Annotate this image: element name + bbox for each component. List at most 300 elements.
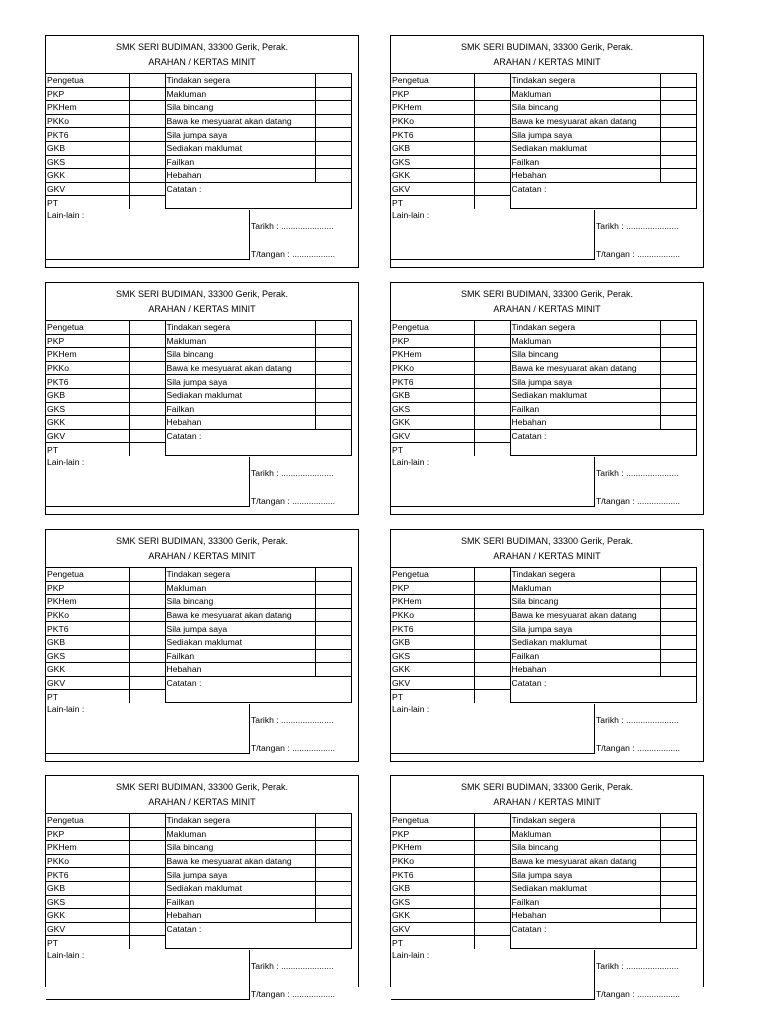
table-row (391, 814, 696, 828)
action-checkbox[interactable] (660, 635, 696, 649)
action-label: Failkan (510, 649, 660, 663)
routing-table (46, 320, 352, 456)
recipient-code: GKV (46, 429, 129, 443)
recipient-checkbox[interactable] (129, 101, 165, 115)
recipient-checkbox[interactable] (474, 114, 510, 128)
action-checkbox[interactable] (660, 868, 696, 882)
action-checkbox[interactable] (660, 649, 696, 663)
recipient-checkbox[interactable] (129, 375, 165, 389)
routing-table (391, 813, 697, 949)
recipient-checkbox[interactable] (129, 443, 165, 456)
action-checkbox[interactable] (660, 595, 696, 609)
recipient-code: PKHem (391, 348, 474, 362)
recipient-checkbox[interactable] (474, 443, 510, 456)
recipient-code: PKKo (46, 854, 129, 868)
signature-field[interactable]: T/tangan : .................. (596, 989, 681, 999)
table-row (46, 114, 351, 128)
recipient-checkbox[interactable] (474, 690, 510, 703)
recipient-checkbox[interactable] (474, 101, 510, 115)
table-row (46, 854, 351, 868)
recipient-checkbox[interactable] (129, 649, 165, 663)
recipient-checkbox[interactable] (474, 74, 510, 88)
recipient-code: PT (391, 936, 474, 949)
action-label: Tindakan segera (165, 74, 315, 88)
recipient-checkbox[interactable] (129, 922, 165, 936)
table-row (391, 141, 696, 155)
table-row (391, 375, 696, 389)
action-checkbox[interactable] (660, 402, 696, 416)
table-row (391, 182, 696, 196)
signature-field[interactable]: T/tangan : .................. (251, 989, 336, 999)
action-label: Failkan (165, 155, 315, 169)
recipient-checkbox[interactable] (474, 854, 510, 868)
recipient-code: PKKo (391, 608, 474, 622)
form-title: ARAHAN / KERTAS MINIT (493, 797, 601, 807)
catatan-box[interactable]: Catatan : (165, 922, 351, 949)
action-checkbox[interactable] (315, 388, 351, 402)
lain-lain-box[interactable] (391, 457, 595, 507)
routing-table (46, 73, 352, 209)
action-checkbox[interactable] (315, 348, 351, 362)
action-label: Tindakan segera (510, 568, 660, 582)
recipient-checkbox[interactable] (474, 841, 510, 855)
recipient-code: PKP (391, 87, 474, 101)
recipient-code: GKK (46, 909, 129, 923)
tarikh-field[interactable]: Tarikh : ...................... (251, 221, 334, 231)
action-label: Sediakan maklumat (165, 388, 315, 402)
lain-lain-box[interactable] (391, 704, 595, 754)
recipient-checkbox[interactable] (129, 676, 165, 690)
action-checkbox[interactable] (660, 348, 696, 362)
recipient-code: GKK (46, 663, 129, 677)
recipient-checkbox[interactable] (129, 321, 165, 335)
action-label: Hebahan (510, 416, 660, 430)
signature-field[interactable]: T/tangan : .................. (596, 249, 681, 259)
recipient-checkbox[interactable] (474, 595, 510, 609)
recipient-code: PKKo (391, 854, 474, 868)
action-checkbox[interactable] (315, 169, 351, 183)
table-row (391, 334, 696, 348)
minute-card (390, 529, 704, 762)
recipient-checkbox[interactable] (474, 868, 510, 882)
action-checkbox[interactable] (660, 101, 696, 115)
recipient-checkbox[interactable] (129, 895, 165, 909)
action-checkbox[interactable] (315, 868, 351, 882)
recipient-code: PKP (46, 87, 129, 101)
catatan-box[interactable]: Catatan : (165, 429, 351, 456)
form-title: ARAHAN / KERTAS MINIT (148, 797, 256, 807)
signature-field[interactable]: T/tangan : .................. (251, 496, 336, 506)
recipient-code: Pengetua (46, 321, 129, 335)
recipient-checkbox[interactable] (129, 568, 165, 582)
action-checkbox[interactable] (660, 841, 696, 855)
recipient-code: GKS (391, 402, 474, 416)
table-row (391, 348, 696, 362)
recipient-checkbox[interactable] (474, 361, 510, 375)
table-row (391, 74, 696, 88)
recipient-checkbox[interactable] (474, 622, 510, 636)
action-checkbox[interactable] (660, 881, 696, 895)
recipient-checkbox[interactable] (129, 182, 165, 196)
recipient-code: GKB (46, 881, 129, 895)
recipient-checkbox[interactable] (474, 416, 510, 430)
recipient-code: Pengetua (391, 814, 474, 828)
action-checkbox[interactable] (315, 114, 351, 128)
recipient-checkbox[interactable] (129, 74, 165, 88)
recipient-checkbox[interactable] (129, 909, 165, 923)
lain-lain-box[interactable] (46, 704, 250, 754)
table-row (46, 402, 351, 416)
recipient-checkbox[interactable] (474, 827, 510, 841)
recipient-checkbox[interactable] (129, 936, 165, 949)
action-checkbox[interactable] (660, 155, 696, 169)
recipient-checkbox[interactable] (129, 169, 165, 183)
signature-field[interactable]: T/tangan : .................. (596, 496, 681, 506)
table-row (391, 649, 696, 663)
recipient-checkbox[interactable] (474, 635, 510, 649)
action-label: Hebahan (510, 909, 660, 923)
action-label: Sila jumpa saya (165, 128, 315, 142)
action-label: Sediakan maklumat (510, 141, 660, 155)
recipient-checkbox[interactable] (129, 827, 165, 841)
recipient-checkbox[interactable] (474, 196, 510, 209)
recipient-checkbox[interactable] (129, 690, 165, 703)
action-checkbox[interactable] (315, 622, 351, 636)
action-checkbox[interactable] (660, 608, 696, 622)
recipient-checkbox[interactable] (474, 429, 510, 443)
recipient-checkbox[interactable] (474, 936, 510, 949)
table-row (46, 635, 351, 649)
tarikh-field[interactable]: Tarikh : ...................... (251, 715, 334, 725)
recipient-checkbox[interactable] (129, 155, 165, 169)
recipient-checkbox[interactable] (474, 321, 510, 335)
action-checkbox[interactable] (660, 416, 696, 430)
action-checkbox[interactable] (315, 854, 351, 868)
recipient-code: GKK (46, 416, 129, 430)
action-checkbox[interactable] (660, 895, 696, 909)
recipient-checkbox[interactable] (129, 854, 165, 868)
action-checkbox[interactable] (315, 595, 351, 609)
action-checkbox[interactable] (315, 649, 351, 663)
recipient-code: PKP (391, 334, 474, 348)
recipient-code: PKT6 (46, 622, 129, 636)
action-checkbox[interactable] (315, 87, 351, 101)
catatan-box[interactable]: Catatan : (165, 182, 351, 209)
recipient-code: GKS (46, 402, 129, 416)
recipient-code: PKHem (391, 841, 474, 855)
routing-table (46, 813, 352, 949)
recipient-code: PT (391, 443, 474, 456)
recipient-checkbox[interactable] (129, 348, 165, 362)
recipient-checkbox[interactable] (129, 416, 165, 430)
recipient-code: GKV (391, 182, 474, 196)
recipient-code: PKP (46, 334, 129, 348)
recipient-checkbox[interactable] (474, 375, 510, 389)
recipient-code: GKV (46, 922, 129, 936)
tarikh-field[interactable]: Tarikh : ...................... (596, 221, 679, 231)
recipient-checkbox[interactable] (129, 402, 165, 416)
recipient-code: GKV (391, 922, 474, 936)
recipient-checkbox[interactable] (474, 676, 510, 690)
catatan-box[interactable]: Catatan : (165, 676, 351, 703)
recipient-checkbox[interactable] (129, 622, 165, 636)
recipient-checkbox[interactable] (474, 402, 510, 416)
recipient-checkbox[interactable] (474, 155, 510, 169)
tarikh-field[interactable]: Tarikh : ...................... (251, 468, 334, 478)
recipient-checkbox[interactable] (474, 881, 510, 895)
recipient-checkbox[interactable] (474, 814, 510, 828)
action-label: Sediakan maklumat (510, 881, 660, 895)
recipient-code: GKS (46, 895, 129, 909)
table-row (391, 868, 696, 882)
table-row (46, 841, 351, 855)
action-label: Sila bincang (165, 595, 315, 609)
action-checkbox[interactable] (315, 909, 351, 923)
lain-lain-box[interactable] (46, 950, 250, 1000)
recipient-checkbox[interactable] (474, 388, 510, 402)
action-checkbox[interactable] (315, 128, 351, 142)
recipient-code: PT (391, 196, 474, 209)
action-checkbox[interactable] (660, 581, 696, 595)
table-row (46, 868, 351, 882)
table-row (46, 182, 351, 196)
recipient-checkbox[interactable] (129, 87, 165, 101)
action-checkbox[interactable] (660, 361, 696, 375)
recipient-code: PKP (391, 827, 474, 841)
recipient-checkbox[interactable] (474, 608, 510, 622)
action-checkbox[interactable] (315, 663, 351, 677)
action-checkbox[interactable] (315, 321, 351, 335)
action-label: Hebahan (165, 169, 315, 183)
recipient-checkbox[interactable] (474, 348, 510, 362)
action-label: Failkan (165, 895, 315, 909)
signature-field[interactable]: T/tangan : .................. (251, 249, 336, 259)
action-checkbox[interactable] (660, 814, 696, 828)
recipient-checkbox[interactable] (129, 196, 165, 209)
lain-lain-label: Lain-lain : (392, 457, 430, 467)
action-label: Sila jumpa saya (510, 375, 660, 389)
action-label: Sila bincang (510, 841, 660, 855)
action-checkbox[interactable] (315, 334, 351, 348)
action-label: Bawa ke mesyuarat akan datang (165, 854, 315, 868)
action-label: Failkan (165, 649, 315, 663)
table-row (46, 375, 351, 389)
action-checkbox[interactable] (660, 663, 696, 677)
table-row (46, 348, 351, 362)
lain-lain-box[interactable] (46, 210, 250, 260)
action-label: Failkan (510, 402, 660, 416)
action-label: Makluman (165, 334, 315, 348)
lain-lain-box[interactable] (391, 950, 595, 1000)
action-checkbox[interactable] (660, 568, 696, 582)
table-row (46, 416, 351, 430)
action-checkbox[interactable] (315, 895, 351, 909)
catatan-box[interactable]: Catatan : (510, 676, 696, 703)
recipient-code: Pengetua (46, 568, 129, 582)
action-checkbox[interactable] (315, 74, 351, 88)
recipient-checkbox[interactable] (129, 388, 165, 402)
action-checkbox[interactable] (660, 87, 696, 101)
table-row (46, 814, 351, 828)
table-row (391, 388, 696, 402)
recipient-checkbox[interactable] (474, 663, 510, 677)
table-row (46, 101, 351, 115)
school-name: SMK SERI BUDIMAN, 33300 Gerik, Perak. (460, 42, 634, 52)
signature-field[interactable]: T/tangan : .................. (596, 743, 681, 753)
action-label: Hebahan (510, 663, 660, 677)
table-row (391, 881, 696, 895)
action-checkbox[interactable] (315, 814, 351, 828)
recipient-code: GKS (391, 649, 474, 663)
action-label: Failkan (165, 402, 315, 416)
action-label: Sila jumpa saya (510, 868, 660, 882)
catatan-box[interactable]: Catatan : (510, 922, 696, 949)
recipient-code: PKHem (46, 101, 129, 115)
signature-field[interactable]: T/tangan : .................. (251, 743, 336, 753)
action-label: Tindakan segera (510, 74, 660, 88)
recipient-checkbox[interactable] (474, 182, 510, 196)
action-label: Sila jumpa saya (165, 375, 315, 389)
table-row (391, 114, 696, 128)
recipient-checkbox[interactable] (474, 141, 510, 155)
table-row (391, 321, 696, 335)
action-label: Tindakan segera (165, 321, 315, 335)
recipient-checkbox[interactable] (474, 568, 510, 582)
action-checkbox[interactable] (315, 375, 351, 389)
tarikh-field[interactable]: Tarikh : ...................... (251, 961, 334, 971)
action-checkbox[interactable] (315, 881, 351, 895)
table-row (391, 854, 696, 868)
recipient-checkbox[interactable] (129, 429, 165, 443)
table-row (391, 608, 696, 622)
action-checkbox[interactable] (315, 581, 351, 595)
table-row (391, 622, 696, 636)
recipient-checkbox[interactable] (129, 881, 165, 895)
recipient-checkbox[interactable] (129, 814, 165, 828)
recipient-checkbox[interactable] (129, 635, 165, 649)
action-checkbox[interactable] (315, 841, 351, 855)
action-label: Tindakan segera (165, 568, 315, 582)
action-label: Bawa ke mesyuarat akan datang (165, 361, 315, 375)
recipient-checkbox[interactable] (129, 595, 165, 609)
table-row (46, 429, 351, 443)
lain-lain-box[interactable] (46, 457, 250, 507)
action-checkbox[interactable] (660, 334, 696, 348)
recipient-checkbox[interactable] (129, 581, 165, 595)
tarikh-field[interactable]: Tarikh : ...................... (596, 468, 679, 478)
catatan-box[interactable]: Catatan : (510, 182, 696, 209)
recipient-checkbox[interactable] (474, 334, 510, 348)
recipient-code: Pengetua (391, 74, 474, 88)
table-row (46, 361, 351, 375)
table-row (46, 608, 351, 622)
action-checkbox[interactable] (315, 101, 351, 115)
action-checkbox[interactable] (315, 416, 351, 430)
form-title: ARAHAN / KERTAS MINIT (148, 304, 256, 314)
action-checkbox[interactable] (660, 827, 696, 841)
lain-lain-label: Lain-lain : (392, 210, 430, 220)
recipient-checkbox[interactable] (129, 841, 165, 855)
recipient-checkbox[interactable] (129, 608, 165, 622)
recipient-checkbox[interactable] (474, 909, 510, 923)
catatan-box[interactable]: Catatan : (510, 429, 696, 456)
action-checkbox[interactable] (315, 608, 351, 622)
recipient-checkbox[interactable] (474, 649, 510, 663)
recipient-checkbox[interactable] (474, 895, 510, 909)
recipient-checkbox[interactable] (474, 128, 510, 142)
recipient-checkbox[interactable] (129, 868, 165, 882)
recipient-checkbox[interactable] (129, 663, 165, 677)
recipient-checkbox[interactable] (129, 334, 165, 348)
recipient-code: GKK (391, 169, 474, 183)
school-name: SMK SERI BUDIMAN, 33300 Gerik, Perak. (115, 289, 289, 299)
recipient-checkbox[interactable] (474, 922, 510, 936)
action-checkbox[interactable] (315, 827, 351, 841)
action-checkbox[interactable] (660, 622, 696, 636)
action-checkbox[interactable] (315, 635, 351, 649)
recipient-checkbox[interactable] (129, 128, 165, 142)
recipient-code: PKT6 (391, 622, 474, 636)
recipient-checkbox[interactable] (129, 141, 165, 155)
action-checkbox[interactable] (660, 114, 696, 128)
action-checkbox[interactable] (315, 568, 351, 582)
recipient-checkbox[interactable] (129, 114, 165, 128)
action-checkbox[interactable] (660, 74, 696, 88)
action-checkbox[interactable] (315, 361, 351, 375)
action-checkbox[interactable] (660, 141, 696, 155)
form-title: ARAHAN / KERTAS MINIT (493, 304, 601, 314)
action-label: Tindakan segera (165, 814, 315, 828)
lain-lain-label: Lain-lain : (47, 704, 85, 714)
table-row (46, 595, 351, 609)
action-checkbox[interactable] (660, 375, 696, 389)
table-row (46, 909, 351, 923)
action-checkbox[interactable] (315, 141, 351, 155)
routing-table (391, 320, 697, 456)
action-checkbox[interactable] (315, 402, 351, 416)
school-name: SMK SERI BUDIMAN, 33300 Gerik, Perak. (115, 782, 289, 792)
tarikh-field[interactable]: Tarikh : ...................... (596, 961, 679, 971)
table-row (391, 128, 696, 142)
action-checkbox[interactable] (660, 169, 696, 183)
school-name: SMK SERI BUDIMAN, 33300 Gerik, Perak. (115, 536, 289, 546)
action-label: Sila bincang (510, 348, 660, 362)
action-checkbox[interactable] (660, 388, 696, 402)
tarikh-field[interactable]: Tarikh : ...................... (596, 715, 679, 725)
action-checkbox[interactable] (660, 854, 696, 868)
table-row (391, 841, 696, 855)
recipient-code: GKK (391, 663, 474, 677)
recipient-checkbox[interactable] (129, 361, 165, 375)
table-row (46, 663, 351, 677)
table-row (391, 169, 696, 183)
recipient-checkbox[interactable] (474, 169, 510, 183)
action-label: Bawa ke mesyuarat akan datang (165, 114, 315, 128)
recipient-checkbox[interactable] (474, 581, 510, 595)
action-checkbox[interactable] (660, 909, 696, 923)
table-row (391, 827, 696, 841)
action-checkbox[interactable] (315, 155, 351, 169)
action-checkbox[interactable] (660, 128, 696, 142)
action-label: Sila bincang (510, 101, 660, 115)
action-checkbox[interactable] (660, 321, 696, 335)
lain-lain-box[interactable] (391, 210, 595, 260)
recipient-checkbox[interactable] (474, 87, 510, 101)
recipient-code: PKT6 (391, 128, 474, 142)
action-label: Sila bincang (165, 841, 315, 855)
action-label: Sila jumpa saya (165, 622, 315, 636)
table-row (391, 663, 696, 677)
